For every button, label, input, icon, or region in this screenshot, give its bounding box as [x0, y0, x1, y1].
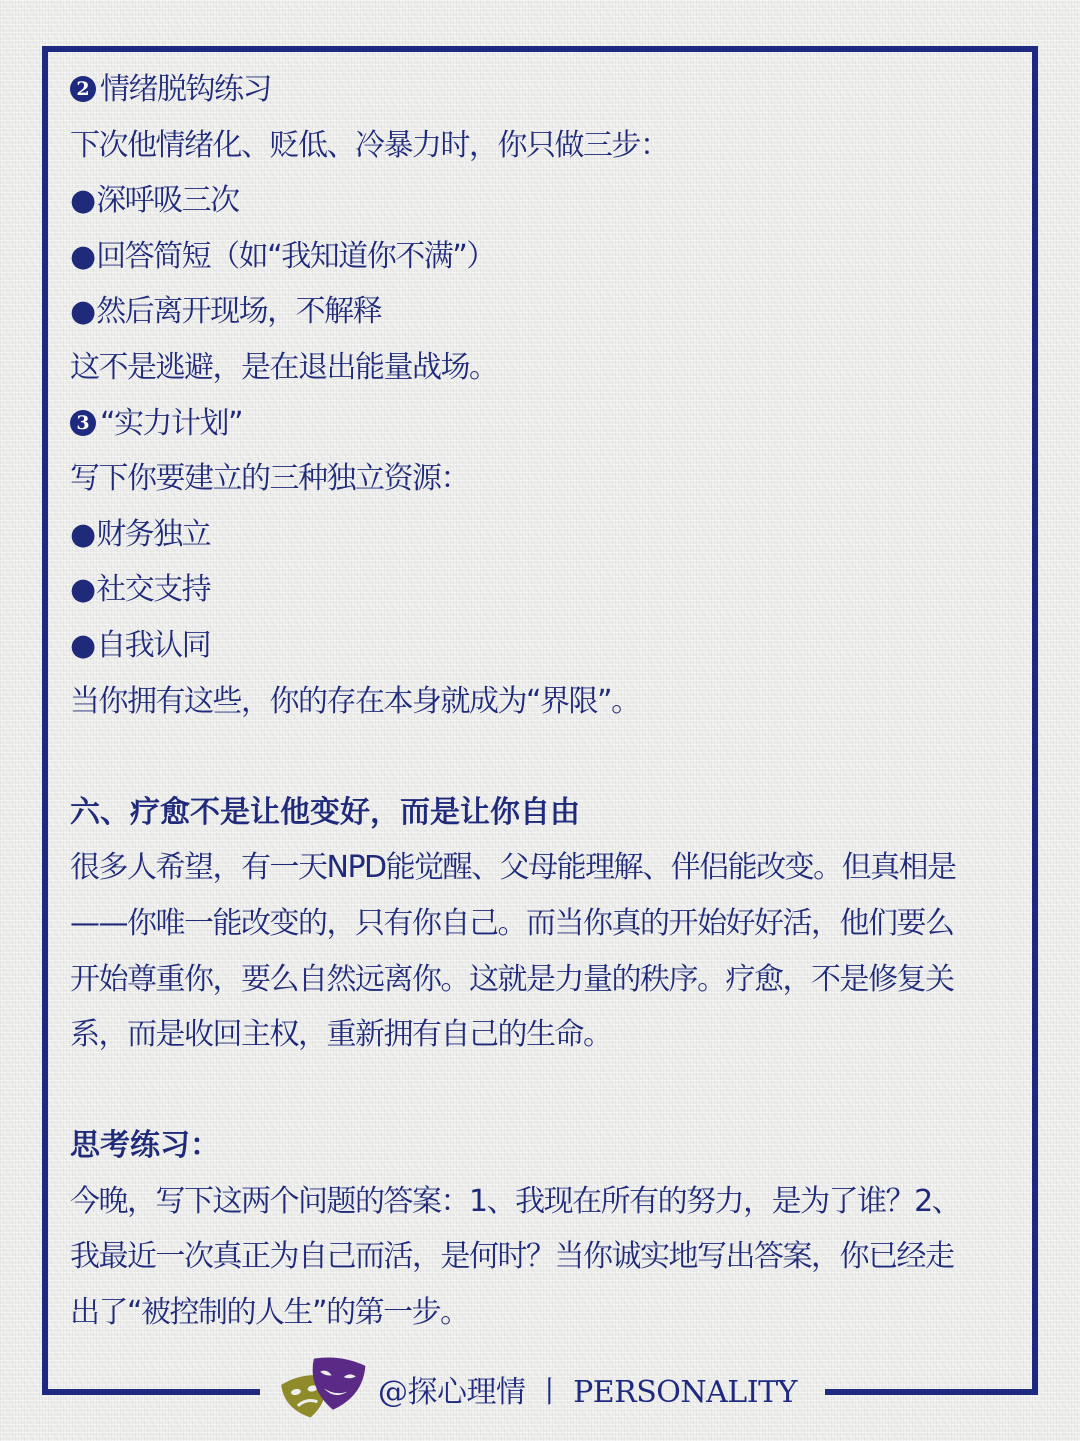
bullet-dot-icon: ●: [70, 627, 97, 663]
section-2-title-row: [70, 62, 1020, 118]
frame-left-border: [42, 46, 48, 1395]
chapter-6-line-3: 开始尊重你，要么自然远离你。这就是力量的秩序。疗愈，不是修复关: [70, 961, 954, 997]
frame-bottom-left-border: [42, 1389, 260, 1395]
account-handle: @探心理情 丨 PERSONALITY: [378, 1375, 797, 1410]
spacer: [70, 1063, 1020, 1119]
article-body: [70, 62, 1020, 1341]
section-3-bullet-2: ●社交支持: [70, 572, 211, 608]
theater-masks-icon: [278, 1352, 368, 1426]
spacer: [70, 729, 1020, 785]
number-badge-2: 2: [70, 76, 96, 102]
chapter-6-line-2: ——你唯一能改变的，只有你自己。而当你真的开始好好活，他们要么: [70, 905, 954, 941]
section-3-conclusion: 当你拥有这些，你的存在本身就成为“界限”。: [70, 683, 640, 719]
section-3-bullet-3: ●自我认同: [70, 627, 211, 663]
bullet-dot-icon: ●: [70, 294, 97, 330]
number-badge-3: 3: [70, 410, 96, 436]
section-2-title: 情绪脱钩练习: [100, 72, 271, 107]
exercise-line-1: 今晚，写下这两个问题的答案：1、我现在所有的努力，是为了谁？2、: [70, 1183, 961, 1219]
exercise-heading: 思考练习：: [70, 1128, 220, 1164]
section-3-intro: 写下你要建立的三种独立资源：: [70, 461, 469, 497]
exercise-line-2: 我最近一次真正为自己而活，是何时？当你诚实地写出答案，你已经走: [70, 1239, 954, 1275]
section-2-bullet-3: ●然后离开现场，不解释: [70, 294, 382, 330]
frame-right-border: [1032, 46, 1038, 1395]
bullet-dot-icon: ●: [70, 238, 97, 274]
section-2-conclusion: 这不是逃避，是在退出能量战场。: [70, 349, 498, 385]
footer-brand: [278, 1352, 818, 1426]
section-3-bullet-1: ●财务独立: [70, 516, 211, 552]
section-2-intro: 下次他情绪化、贬低、冷暴力时，你只做三步：: [70, 127, 669, 163]
bullet-dot-icon: ●: [70, 183, 97, 219]
section-3-title: “实力计划”: [100, 405, 243, 441]
bullet-dot-icon: ●: [70, 516, 97, 552]
section-2-bullet-2: ●回答简短（如“我知道你不满”）: [70, 238, 495, 274]
chapter-6-line-1: 很多人希望，有一天NPD能觉醒、父母能理解、伴侣能改变。但真相是: [70, 850, 956, 886]
section-3-title-row: [70, 396, 1020, 452]
exercise-line-3: 出了“被控制的人生”的第一步。: [70, 1295, 469, 1331]
chapter-6-line-4: 系，而是收回主权，重新拥有自己的生命。: [70, 1017, 612, 1053]
frame-bottom-right-border: [825, 1389, 1038, 1395]
chapter-6-heading: 六、疗愈不是让他变好，而是让你自由: [70, 794, 580, 830]
bullet-dot-icon: ●: [70, 572, 97, 608]
section-2-bullet-1: ●深呼吸三次: [70, 183, 239, 219]
frame-top-border: [42, 46, 1038, 52]
